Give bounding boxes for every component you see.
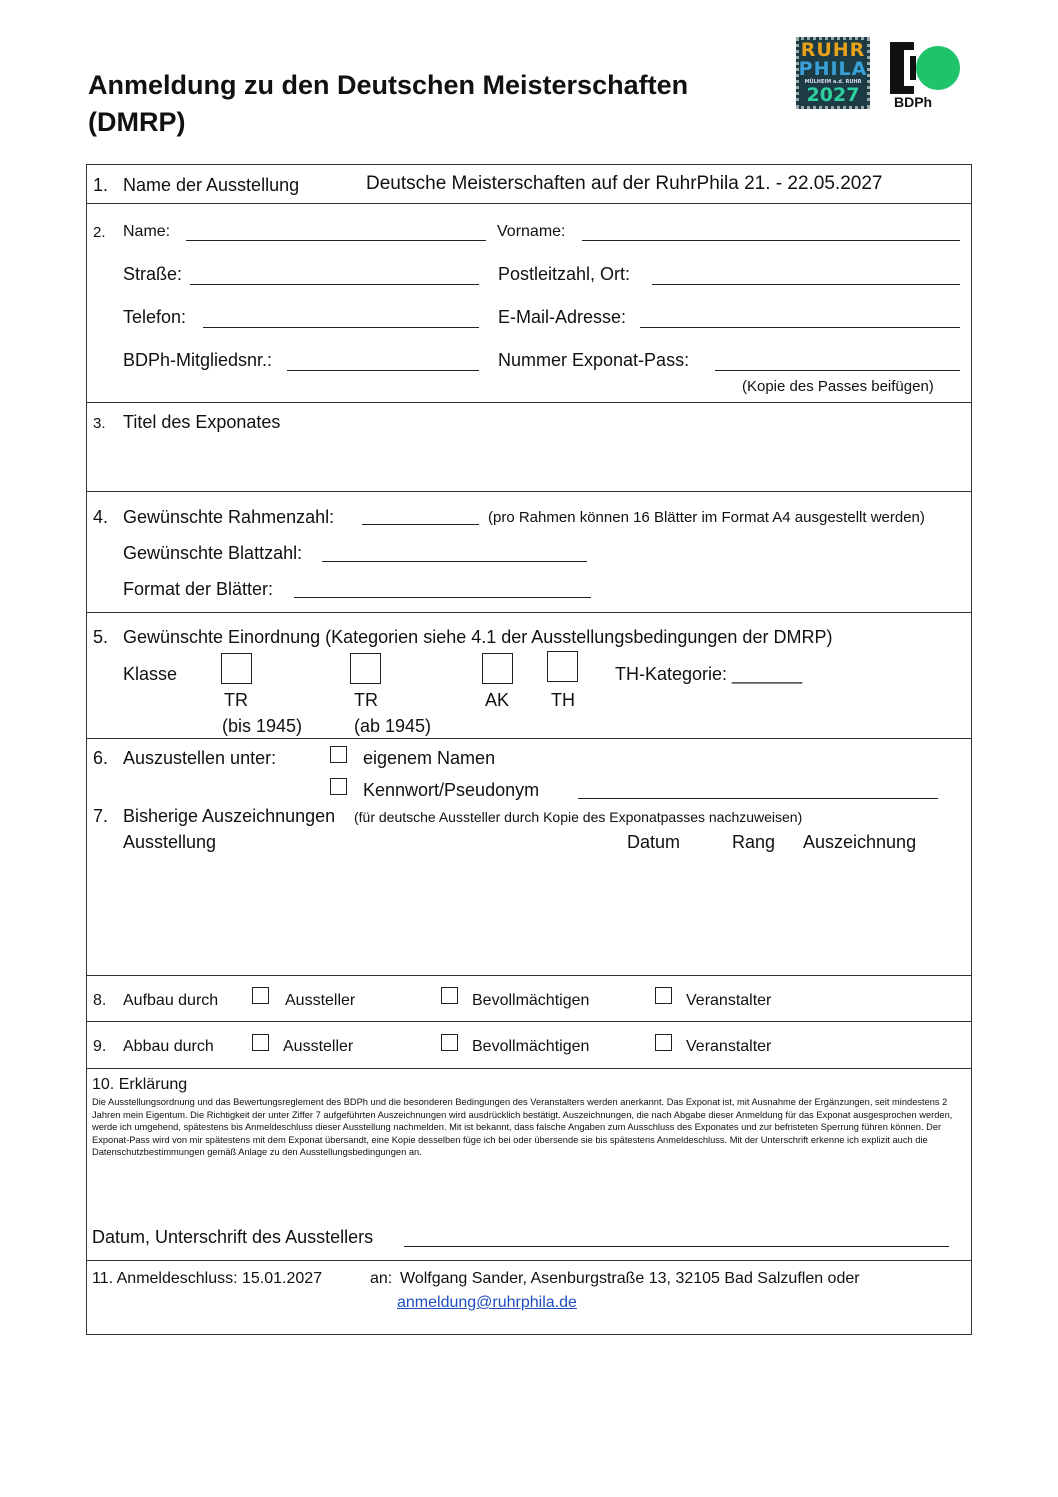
aufbau-veranstalter-label: Veranstalter: [686, 992, 772, 1009]
logo-text-year: 2027: [806, 84, 860, 106]
email-label: E-Mail-Adresse:: [498, 307, 627, 327]
col-rang: Rang: [732, 832, 776, 852]
divider-9: [86, 1260, 972, 1261]
format-field[interactable]: [294, 597, 591, 598]
aufbau-bevollmaechtigen-label: Bevollmächtigen: [472, 992, 590, 1009]
blatt-label: Gewünschte Blattzahl:: [123, 543, 303, 563]
s5-number: 5.: [93, 627, 109, 647]
option-tr-ab-sub: (ab 1945): [354, 716, 432, 736]
divider-2: [86, 402, 972, 403]
bdph-logo: [888, 40, 962, 110]
checkbox-abbau-aussteller[interactable]: [252, 1034, 269, 1051]
col-ausstellung: Ausstellung: [123, 832, 217, 852]
rahmen-note: (pro Rahmen können 16 Blätter im Format A4 ausgestellt werden): [488, 509, 925, 526]
ruhrphila-logo: [796, 37, 870, 109]
s7-label: Bisherige Auszeichnungen: [123, 806, 336, 826]
pass-note: (Kopie des Passes beifügen): [742, 378, 934, 395]
s1-value: Deutsche Meisterschaften auf der RuhrPhila 21. - 22.05.2027: [366, 173, 883, 194]
th-kategorie-label: TH-Kategorie: _______: [615, 664, 803, 684]
logo-text-city: MÜLHEIM a.d. RUHR: [804, 79, 862, 85]
plz-field[interactable]: [652, 284, 960, 285]
checkbox-aufbau-bevollmaechtigen[interactable]: [441, 987, 458, 1004]
s5-label: Gewünschte Einordnung (Kategorien siehe 4.1 der Ausstellungsbedingungen der DMRP): [123, 627, 833, 647]
divider-6: [86, 975, 972, 976]
auszeichnungen-area[interactable]: [123, 860, 963, 970]
email-field[interactable]: [640, 327, 960, 328]
strasse-field[interactable]: [190, 284, 479, 285]
checkbox-eigenem-namen[interactable]: [330, 746, 347, 763]
checkbox-aufbau-veranstalter[interactable]: [655, 987, 672, 1004]
s3-label: Titel des Exponates: [123, 412, 281, 432]
s3-number: 3.: [93, 415, 106, 432]
kennwort-field[interactable]: [578, 798, 938, 799]
aufbau-aussteller-label: Aussteller: [285, 992, 356, 1009]
kennwort-label: Kennwort/Pseudonym: [363, 780, 540, 800]
name-label: Name:: [123, 223, 171, 240]
s6-number: 6.: [93, 748, 109, 768]
option-ak-label: AK: [485, 690, 510, 710]
abbau-veranstalter-label: Veranstalter: [686, 1038, 772, 1055]
abbau-bevollmaechtigen-label: Bevollmächtigen: [472, 1038, 590, 1055]
checkbox-abbau-veranstalter[interactable]: [655, 1034, 672, 1051]
s7-note: (für deutsche Aussteller durch Kopie des Exponatpasses nachzuweisen): [354, 809, 803, 825]
abbau-aussteller-label: Aussteller: [283, 1038, 354, 1055]
strasse-label: Straße:: [123, 264, 183, 284]
klasse-label: Klasse: [123, 664, 178, 684]
name-field[interactable]: [186, 240, 486, 241]
page-title-line2: (DMRP): [88, 107, 186, 137]
col-datum: Datum: [627, 832, 681, 852]
option-tr-bis-label: TR: [224, 690, 248, 710]
option-tr-bis-sub: (bis 1945): [222, 716, 303, 736]
col-auszeichnung: Auszeichnung: [803, 832, 917, 852]
titel-field[interactable]: [123, 440, 963, 486]
telefon-field[interactable]: [203, 327, 479, 328]
bdph-logo-text: BDPh: [894, 94, 933, 110]
signature-label: Datum, Unterschrift des Ausstellers: [92, 1227, 374, 1247]
divider-8: [86, 1068, 972, 1069]
s9-number: 9.: [93, 1038, 107, 1055]
divider-1: [86, 203, 972, 204]
logo-text-phila: PHILA: [798, 58, 868, 80]
checkbox-aufbau-aussteller[interactable]: [252, 987, 269, 1004]
rahmen-label: Gewünschte Rahmenzahl:: [123, 507, 335, 527]
checkbox-tr-bis-1945[interactable]: [221, 653, 252, 684]
telefon-label: Telefon:: [123, 307, 187, 327]
s2-number: 2.: [93, 224, 106, 241]
rahmen-field[interactable]: [362, 524, 479, 525]
divider-3: [86, 491, 972, 492]
checkbox-ak[interactable]: [482, 653, 513, 684]
pass-field[interactable]: [715, 370, 960, 371]
mitglied-field[interactable]: [287, 370, 479, 371]
erklaerung-text: Die Ausstellungsordnung und das Bewertungsreglement des BDPh und die besonderen Bedingungen des Veranstalters werden anerkannt. Das Exponat ist, mit Ausnahme der Ergänzungen, seit mindestens 2 Jahren mein Eigentum. Die Richtigkeit der unter Ziffer 7 aufgeführten Auszeichnungen wird ausdrücklich bestätigt. Auszeichnungen, die nach Abgabe dieser Anmeldung für das Exponat ausgesprochen werden, werde ich umgehend, spätestens bis Anmeldeschluss dieser Ausstellung nachmelden. Mit ist bekannt, dass falsche Angaben zum Ausschluss des Exponates und zur befristeten Sperrung führen können. Der Exponat-Pass wird von mir spätestens mit dem Exponat übersandt, eine Kopie desselben füge ich bei oder übersende sie bis spätestens Anmeldeschluss. Mit der Unterschrift erkenne ich explizit auch die Datenschutzbestimmungen gemäß Anlage zu den Ausstellungsbedingungen an.: [92, 1097, 953, 1158]
s8-number: 8.: [93, 992, 107, 1009]
signature-field[interactable]: [404, 1246, 949, 1247]
s9-label: Abbau durch: [123, 1038, 214, 1055]
s1-number: 1.: [93, 175, 109, 195]
s4-number: 4.: [93, 507, 109, 527]
vorname-label: Vorname:: [497, 223, 566, 240]
address-text: Wolfgang Sander, Asenburgstraße 13, 32105 Bad Salzuflen oder: [400, 1270, 860, 1287]
checkbox-th[interactable]: [547, 651, 578, 682]
plz-label: Postleitzahl, Ort:: [498, 264, 631, 284]
an-label: an:: [370, 1270, 393, 1287]
anmeldeschluss-label: 11. Anmeldeschluss: 15.01.2027: [92, 1270, 323, 1287]
logo-text-ruhr: RUHR: [800, 39, 866, 61]
email-link[interactable]: anmeldung@ruhrphila.de: [397, 1294, 577, 1311]
s7-number: 7.: [93, 806, 109, 826]
eigenem-namen-label: eigenem Namen: [363, 748, 496, 768]
checkbox-kennwort[interactable]: [330, 778, 347, 795]
checkbox-abbau-bevollmaechtigen[interactable]: [441, 1034, 458, 1051]
s8-label: Aufbau durch: [123, 992, 219, 1009]
option-tr-ab-label: TR: [354, 690, 378, 710]
pass-label: Nummer Exponat-Pass:: [498, 350, 690, 370]
s6-label: Auszustellen unter:: [123, 748, 277, 768]
divider-4: [86, 612, 972, 613]
divider-5: [86, 738, 972, 739]
divider-7: [86, 1021, 972, 1022]
vorname-field[interactable]: [582, 240, 960, 241]
page-title-line1: Anmeldung zu den Deutschen Meisterschaften: [88, 70, 689, 100]
checkbox-tr-ab-1945[interactable]: [350, 653, 381, 684]
s10-label: 10. Erklärung: [92, 1076, 188, 1093]
s1-label: Name der Ausstellung: [123, 175, 300, 195]
blatt-field[interactable]: [322, 561, 587, 562]
mitglied-label: BDPh-Mitgliedsnr.:: [123, 350, 273, 370]
format-label: Format der Blätter:: [123, 579, 274, 599]
option-th-label: TH: [551, 690, 575, 710]
